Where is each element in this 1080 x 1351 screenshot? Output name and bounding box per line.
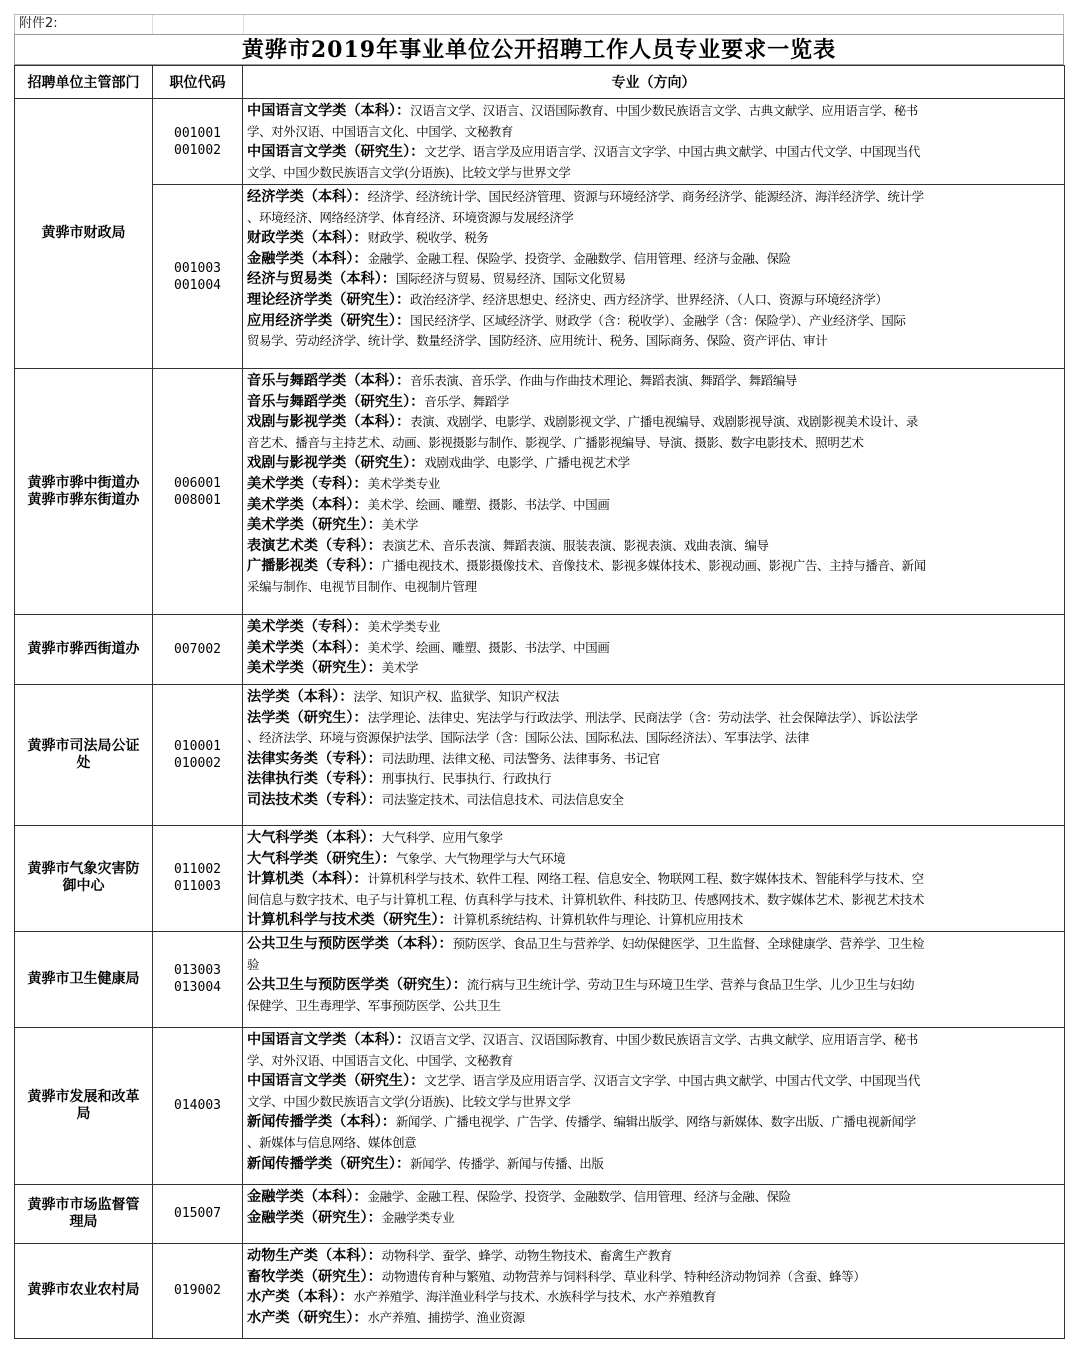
table-row [15, 685, 1065, 826]
dept-cell [15, 615, 153, 685]
header-dept: 招聘单位主管部门 [15, 66, 153, 99]
requirements-table [14, 65, 1065, 1339]
major-items: 气象学、大气物理学与大气环境 [395, 850, 566, 866]
major-category: 水产类（本科）： [247, 1289, 354, 1306]
major-items: 司法助理、法律文秘、司法警务、法律事务、书记官 [381, 750, 660, 766]
position-code: 007002 [174, 642, 221, 657]
dept-cell [15, 826, 153, 932]
major-line [247, 187, 1060, 208]
table-row [15, 826, 1065, 932]
position-code-cell [153, 1027, 243, 1184]
position-code-cell [153, 931, 243, 1027]
major-line [247, 828, 1060, 849]
major-category: 美术学类（研究生）： [247, 517, 382, 534]
major-line [247, 515, 1060, 536]
major-line [247, 474, 1060, 495]
major-items: 司法鉴定技术、司法信息技术、司法信息安全 [381, 791, 624, 807]
major-items: 金融学、金融工程、保险学、投资学、金融数学、信用管理、经济与金融、保险 [367, 250, 791, 266]
major-line [247, 849, 1060, 870]
major-line [247, 331, 1060, 352]
major-line [247, 996, 1060, 1017]
position-code: 001003 [174, 260, 221, 276]
position-code: 013003 [174, 963, 221, 979]
table-header-row [15, 66, 1065, 99]
dept-name: 御中心 [62, 878, 105, 895]
major-items: 验 [247, 956, 260, 972]
position-code: 001004 [174, 277, 221, 293]
major-category: 计算机类（本科）： [247, 871, 368, 888]
major-line [247, 122, 1060, 143]
position-code: 015007 [174, 1206, 221, 1222]
major-category: 音乐与舞蹈学类（研究生）： [247, 393, 425, 410]
major-cell [243, 185, 1065, 369]
position-code-cell [153, 1184, 243, 1243]
major-category: 金融学类（本科）： [247, 250, 368, 267]
major-cell [243, 685, 1065, 826]
major-line [247, 142, 1060, 163]
position-code-cell [153, 99, 243, 185]
dept-cell [15, 1027, 153, 1184]
dept-name: 黄骅市骅西街道办 [27, 641, 140, 657]
major-items: 政治经济学、经济思想史、经济史、西方经济学、世界经济、（人口、资源与环境经济学） [410, 291, 888, 307]
major-category: 司法技术类（专科）： [247, 791, 382, 808]
major-cell [243, 1184, 1065, 1243]
major-items: 汉语言文学、汉语言、汉语国际教育、中国少数民族语言文学、古典文献学、应用语言学、秘书 [410, 1031, 918, 1047]
major-line [247, 910, 1060, 931]
major-category: 公共卫生与预防医学类（本科）： [247, 935, 453, 952]
major-items: 美术学、绘画、雕塑、摄影、书法学、中国画 [367, 496, 610, 512]
major-line [247, 228, 1060, 249]
major-category: 公共卫生与预防医学类（研究生）： [247, 977, 467, 994]
major-line [247, 728, 1060, 749]
major-line [247, 955, 1060, 976]
table-row [15, 99, 1065, 185]
major-category: 应用经济学类（研究生）： [247, 312, 411, 329]
annex-label: 附件2: [19, 16, 58, 31]
major-items: 水产养殖、捕捞学、渔业资源 [367, 1309, 525, 1325]
major-items: 文艺学、语言学及应用语言学、汉语言文字学、中国古典文献学、中国古代文学、中国现当代 [424, 1073, 921, 1089]
major-category: 经济与贸易类（本科）： [247, 271, 396, 288]
major-cell [243, 99, 1065, 185]
dept-name: 黄骅市司法局公证 [27, 738, 140, 754]
major-items: 美术学类专业 [367, 619, 441, 634]
major-line [247, 163, 1060, 184]
major-category: 广播影视类（专科）： [247, 558, 382, 575]
major-items: 、新媒体与信息网络、媒体创意 [247, 1134, 417, 1150]
position-code: 019002 [174, 1283, 221, 1299]
major-category: 大气科学类（本科）： [247, 830, 382, 846]
major-line [247, 371, 1060, 392]
page-title: 黄骅市2019年事业单位公开招聘工作人员专业要求一览表 [14, 34, 1064, 65]
major-items: 刑事执行、民事执行、行政执行 [381, 771, 552, 787]
major-items: 新闻学、广播电视学、广告学、传播学、编辑出版学、网络与新媒体、数字出版、广播电视新闻学 [395, 1114, 916, 1130]
dept-cell [15, 931, 153, 1027]
dept-name: 局 [76, 1105, 91, 1122]
major-category: 美术学类（研究生）： [247, 660, 382, 677]
major-items: 音乐学、舞蹈学 [424, 393, 509, 409]
major-category: 水产类（研究生）： [247, 1309, 368, 1326]
dept-name: 黄骅市骅东街道办 [27, 491, 140, 508]
major-cell [243, 615, 1065, 685]
major-line [247, 311, 1060, 332]
major-line [247, 1187, 1060, 1208]
major-items: 美术学 [381, 517, 419, 533]
dept-name: 黄骅市发展和改革 [27, 1088, 140, 1105]
major-line [247, 536, 1060, 557]
major-line [247, 1267, 1060, 1288]
position-code: 001001 [174, 125, 221, 141]
major-items: 采编与制作、电视节目制作、电视制片管理 [247, 578, 477, 594]
major-cell [243, 1243, 1065, 1338]
major-items: 贸易学、劳动经济学、统计学、数量经济学、国防经济、应用统计、税务、国际商务、保险、资产评估、审计 [247, 333, 828, 349]
major-category: 理论经济学类（研究生）： [247, 291, 411, 308]
major-items: 国民经济学、区域经济学、财政学（含：税收学）、金融学（含：保险学）、产业经济学、国际 [410, 312, 906, 328]
major-items: 法学理论、法律史、宪法学与行政法学、刑法学、民商法学（含：劳动法学、社会保障法学）、诉讼法学 [367, 709, 918, 725]
position-code-cell [153, 615, 243, 685]
major-category: 中国语言文学类（研究生）： [247, 144, 425, 161]
dept-cell [15, 1243, 153, 1338]
major-items: 、经济法学、环境与资源保护法学、国际法学（含：国际公法、国际私法、国际经济法）、军事法学、法律 [247, 730, 810, 746]
major-category: 美术学类（本科）： [247, 639, 368, 656]
major-category: 美术学类（专科）： [247, 475, 368, 492]
major-category: 中国语言文学类（本科）： [247, 1031, 411, 1048]
major-line [247, 1154, 1060, 1175]
position-code: 011002 [174, 862, 221, 878]
major-items: 金融学类专业 [381, 1209, 455, 1225]
major-items: 文学、中国少数民族语言文学(分语族)、比较文学与世界文学 [247, 164, 571, 180]
major-line [247, 208, 1060, 229]
major-category: 金融学类（本科）： [247, 1188, 368, 1205]
dept-name: 黄骅市农业农村局 [27, 1282, 140, 1299]
major-line [247, 249, 1060, 270]
major-line [247, 1051, 1060, 1072]
header-major: 专业（方向） [243, 66, 1065, 99]
major-items: 保健学、卫生毒理学、军事预防医学、公共卫生 [247, 997, 501, 1013]
annex-label-row [14, 14, 1064, 34]
dept-cell [15, 685, 153, 826]
position-code: 008001 [174, 492, 221, 508]
major-category: 美术学类（专科）： [247, 619, 368, 635]
major-items: 戏剧戏曲学、电影学、广播电视艺术学 [424, 455, 630, 471]
major-items: 学、对外汉语、中国语言文化、中国学、文秘教育 [247, 123, 513, 139]
table-row [15, 369, 1065, 615]
major-items: 美术学类专业 [367, 475, 441, 491]
major-category: 法律实务类（专科）： [247, 750, 382, 767]
major-line [247, 934, 1060, 955]
dept-name: 黄骅市财政局 [41, 225, 126, 241]
major-items: 经济学、经济统计学、国民经济管理、资源与环境经济学、商务经济学、能源经济、海洋经济学、统计学 [367, 189, 924, 204]
major-category: 动物生产类（本科）： [247, 1247, 382, 1264]
major-category: 音乐与舞蹈学类（本科）： [247, 373, 411, 389]
position-code: 011003 [174, 879, 221, 895]
major-items: 文艺学、语言学及应用语言学、汉语言文字学、中国古典文献学、中国古代文学、中国现当代 [424, 144, 921, 160]
major-line [247, 769, 1060, 790]
major-line [247, 556, 1060, 577]
major-cell [243, 1027, 1065, 1184]
major-category: 大气科学类（研究生）： [247, 850, 396, 867]
major-items: 广播电视技术、摄影摄像技术、音像技术、影视多媒体技术、影视动画、影视广告、主持与播音、新闻 [381, 558, 926, 574]
major-line [247, 453, 1060, 474]
major-line [247, 790, 1060, 811]
major-line [247, 1030, 1060, 1051]
major-line [247, 1208, 1060, 1229]
table-row [15, 615, 1065, 685]
major-cell [243, 826, 1065, 932]
table-row [15, 931, 1065, 1027]
dept-name: 黄骅市卫生健康局 [27, 970, 140, 987]
table-row [15, 185, 1065, 369]
table-row [15, 1243, 1065, 1338]
major-line [247, 687, 1060, 708]
position-code: 010001 [174, 739, 221, 754]
major-items: 汉语言文学、汉语言、汉语国际教育、中国少数民族语言文学、古典文献学、应用语言学、秘书 [410, 103, 918, 118]
major-line [247, 617, 1060, 638]
major-category: 法学类（本科）： [247, 689, 354, 705]
major-category: 表演艺术类（专科）： [247, 537, 382, 554]
major-category: 经济学类（本科）： [247, 189, 368, 205]
major-category: 美术学类（本科）： [247, 496, 368, 513]
position-code: 013004 [174, 980, 221, 996]
major-line [247, 749, 1060, 770]
major-line [247, 1092, 1060, 1113]
major-category: 金融学类（研究生）： [247, 1209, 382, 1226]
position-code-cell [153, 826, 243, 932]
major-line [247, 412, 1060, 433]
major-items: 计算机系统结构、计算机软件与理论、计算机应用技术 [452, 912, 743, 928]
major-items: 新闻学、传播学、新闻与传播、出版 [410, 1155, 604, 1171]
major-items: 动物遗传育种与繁殖、动物营养与饲料科学、草业科学、特种经济动物饲养（含蚕、蜂等） [381, 1268, 866, 1284]
major-items: 流行病与卫生统计学、劳动卫生与环境卫生学、营养与食品卫生学、儿少卫生与妇幼 [466, 977, 915, 993]
major-category: 计算机科学与技术类（研究生）： [247, 912, 453, 929]
major-items: 表演、戏剧学、电影学、戏剧影视文学、广播电视编导、戏剧影视导演、戏剧影视美术设计、录 [410, 414, 918, 430]
table-row [15, 1027, 1065, 1184]
major-items: 文学、中国少数民族语言文学(分语族)、比较文学与世界文学 [247, 1093, 571, 1109]
major-category: 戏剧与影视学类（本科）： [247, 414, 411, 431]
major-line [247, 269, 1060, 290]
dept-name: 黄骅市气象灾害防 [27, 861, 140, 878]
major-line [247, 495, 1060, 516]
major-line [247, 869, 1060, 890]
major-line [247, 1071, 1060, 1092]
major-items: 计算机科学与技术、软件工程、网络工程、信息安全、物联网工程、数字媒体技术、智能科学与技术、空 [367, 871, 924, 887]
major-line [247, 638, 1060, 659]
major-items: 音乐表演、音乐学、作曲与作曲技术理论、舞蹈表演、舞蹈学、舞蹈编导 [410, 373, 798, 388]
position-code: 014003 [174, 1098, 221, 1114]
table-row [15, 1184, 1065, 1243]
major-line [247, 890, 1060, 911]
major-items: 、环境经济、网络经济学、体育经济、环境资源与发展经济学 [247, 209, 574, 225]
major-items: 金融学、金融工程、保险学、投资学、金融数学、信用管理、经济与金融、保险 [367, 1188, 791, 1204]
major-items: 国际经济与贸易、贸易经济、国际文化贸易 [395, 271, 626, 287]
dept-name: 黄骅市骅中街道办 [27, 474, 140, 491]
dept-name: 处 [76, 755, 91, 771]
major-line [247, 975, 1060, 996]
major-line [247, 433, 1060, 454]
position-code: 001002 [174, 142, 221, 158]
major-category: 戏剧与影视学类（研究生）： [247, 455, 425, 472]
position-code: 006001 [174, 475, 221, 491]
major-cell [243, 931, 1065, 1027]
dept-cell [15, 369, 153, 615]
major-category: 新闻传播学类（本科）： [247, 1114, 396, 1131]
major-cell [243, 369, 1065, 615]
major-items: 学、对外汉语、中国语言文化、中国学、文秘教育 [247, 1052, 513, 1068]
position-code-cell [153, 1243, 243, 1338]
header-code: 职位代码 [153, 66, 243, 99]
position-code: 010002 [174, 756, 221, 771]
major-items: 水产养殖学、海洋渔业科学与技术、水族科学与技术、水产养殖教育 [353, 1289, 717, 1305]
major-line [247, 577, 1060, 598]
major-items: 财政学、税收学、税务 [367, 230, 489, 246]
major-items: 美术学、绘画、雕塑、摄影、书法学、中国画 [367, 639, 610, 655]
major-items: 法学、知识产权、监狱学、知识产权法 [353, 689, 559, 704]
major-category: 法学类（研究生）： [247, 709, 368, 726]
major-category: 畜牧学类（研究生）： [247, 1268, 382, 1285]
major-items: 预防医学、食品卫生与营养学、妇幼保健医学、卫生监督、全球健康学、营养学、卫生检 [452, 935, 925, 951]
dept-cell [15, 1184, 153, 1243]
major-line [247, 101, 1060, 122]
position-code-cell [153, 685, 243, 826]
major-category: 财政学类（本科）： [247, 230, 368, 247]
major-line [247, 290, 1060, 311]
major-items: 间信息与数字技术、电子与计算机工程、仿真科学与技术、计算机软件、科技防卫、传感网技术、数字媒体艺术、影视艺术技术 [247, 891, 925, 907]
dept-name: 黄骅市市场监督管 [27, 1196, 140, 1213]
dept-cell [15, 99, 153, 369]
major-line [247, 708, 1060, 729]
major-items: 美术学 [381, 660, 419, 676]
major-line [247, 1246, 1060, 1267]
major-items: 动物科学、蚕学、蜂学、动物生物技术、畜禽生产教育 [381, 1247, 672, 1263]
major-category: 新闻传播学类（研究生）： [247, 1155, 411, 1172]
major-category: 中国语言文学类（研究生）： [247, 1073, 425, 1090]
major-category: 中国语言文学类（本科）： [247, 103, 411, 119]
major-line [247, 392, 1060, 413]
major-items: 大气科学、应用气象学 [381, 830, 503, 845]
major-line [247, 1308, 1060, 1329]
major-line [247, 1112, 1060, 1133]
major-line [247, 1287, 1060, 1308]
position-code-cell [153, 185, 243, 369]
major-line [247, 1133, 1060, 1154]
major-line [247, 658, 1060, 679]
major-category: 法律执行类（专科）： [247, 771, 382, 788]
dept-name: 理局 [69, 1213, 98, 1230]
position-code-cell [153, 369, 243, 615]
major-items: 表演艺术、音乐表演、舞蹈表演、服装表演、影视表演、戏曲表演、编导 [381, 537, 769, 553]
major-items: 音艺术、播音与主持艺术、动画、影视摄影与制作、影视学、广播影视编导、导演、摄影、数字电影技术、照明艺术 [247, 434, 864, 450]
